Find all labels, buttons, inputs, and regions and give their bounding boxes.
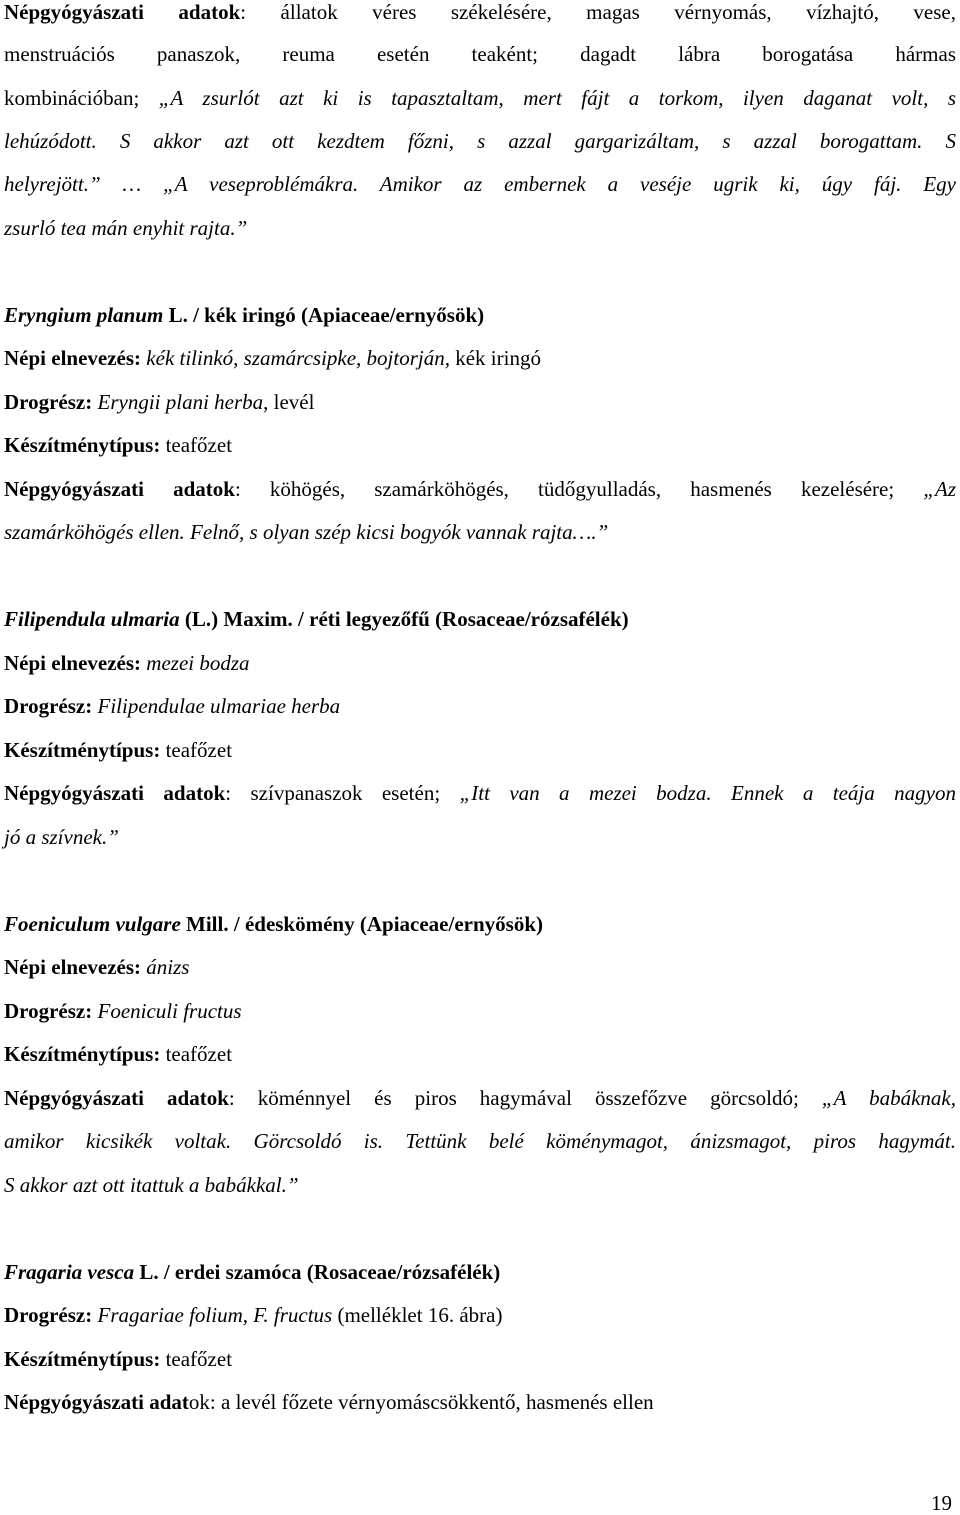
fragaria-drug-part: Drogrész: Fragariae folium, F. fructus (melléklet 16. ábra) <box>4 1303 503 1327</box>
eryngium-data-line-1: Népgyógyászati adatok: köhögés, szamárköhögés, tüdőgyulladás, hasmenés kezelésére; „Az <box>4 477 956 501</box>
filipendula-preparation: Készítménytípus: teafőzet <box>4 738 233 762</box>
foeniculum-folk-name: Népi elnevezés: ánizs <box>4 955 190 979</box>
intro-line-5: helyrejött.” … „A veseproblémákra. Amikor az embernek a veséje ugrik ki, úgy fáj. Egy <box>4 172 956 196</box>
foeniculum-data-line-3: S akkor azt ott itattuk a babákkal.” <box>4 1173 299 1197</box>
intro-line-6: zsurló tea mán enyhit rajta.” <box>4 216 248 240</box>
filipendula-data-line-2: jó a szívnek.” <box>4 825 119 849</box>
foeniculum-data-line-1: Népgyógyászati adatok: köménnyel és piros hagymával összefőzve görcsoldó; „A babáknak, <box>4 1086 956 1110</box>
page-number: 19 <box>931 1491 952 1515</box>
fragaria-data-line: Népgyógyászati adatok: a levél főzete vérnyomáscsökkentő, hasmenés ellen <box>4 1390 654 1414</box>
filipendula-drug-part: Drogrész: Filipendulae ulmariae herba <box>4 694 341 718</box>
eryngium-preparation: Készítménytípus: teafőzet <box>4 433 233 457</box>
intro-line-3: kombinációban; „A zsurlót azt ki is tapasztaltam, mert fájt a torkom, ilyen daganat volt, s <box>4 86 956 110</box>
filipendula-folk-name: Népi elnevezés: mezei bodza <box>4 651 250 675</box>
foeniculum-drug-part: Drogrész: Foeniculi fructus <box>4 999 242 1023</box>
foeniculum-preparation: Készítménytípus: teafőzet <box>4 1042 233 1066</box>
eryngium-folk-name: Népi elnevezés: kék tilinkó, szamárcsipke, bojtorján, kék iringó <box>4 346 541 370</box>
intro-line-2: menstruációs panaszok, reuma esetén teaként; dagadt lábra borogatása hármas <box>4 42 956 66</box>
filipendula-heading: Filipendula ulmaria (L.) Maxim. / réti legyezőfű (Rosaceae/rózsafélék) <box>4 607 629 631</box>
fragaria-preparation: Készítménytípus: teafőzet <box>4 1347 233 1371</box>
eryngium-data-line-2: szamárköhögés ellen. Felnő, s olyan szép kicsi bogyók vannak rajta….” <box>4 520 609 544</box>
intro-line-1: Népgyógyászati adatok: állatok véres székelésére, magas vérnyomás, vízhajtó, vese, <box>4 0 956 24</box>
foeniculum-data-line-2: amikor kicsikék voltak. Görcsoldó is. Tettünk belé köménymagot, ánizsmagot, piros hagymát. <box>4 1129 956 1153</box>
eryngium-drug-part: Drogrész: Eryngii plani herba, levél <box>4 390 315 414</box>
filipendula-data-line-1: Népgyógyászati adatok: szívpanaszok esetén; „Itt van a mezei bodza. Ennek a teája nagyon <box>4 781 956 805</box>
intro-line-4: lehúzódott. S akkor azt ott kezdtem főzni, s azzal gargarizáltam, s azzal borogattam. S <box>4 129 956 153</box>
foeniculum-heading: Foeniculum vulgare Mill. / édeskömény (Apiaceae/ernyősök) <box>4 912 543 936</box>
eryngium-heading: Eryngium planum L. / kék iringó (Apiaceae/ernyősök) <box>4 303 485 327</box>
fragaria-heading: Fragaria vesca L. / erdei szamóca (Rosaceae/rózsafélék) <box>4 1260 501 1284</box>
